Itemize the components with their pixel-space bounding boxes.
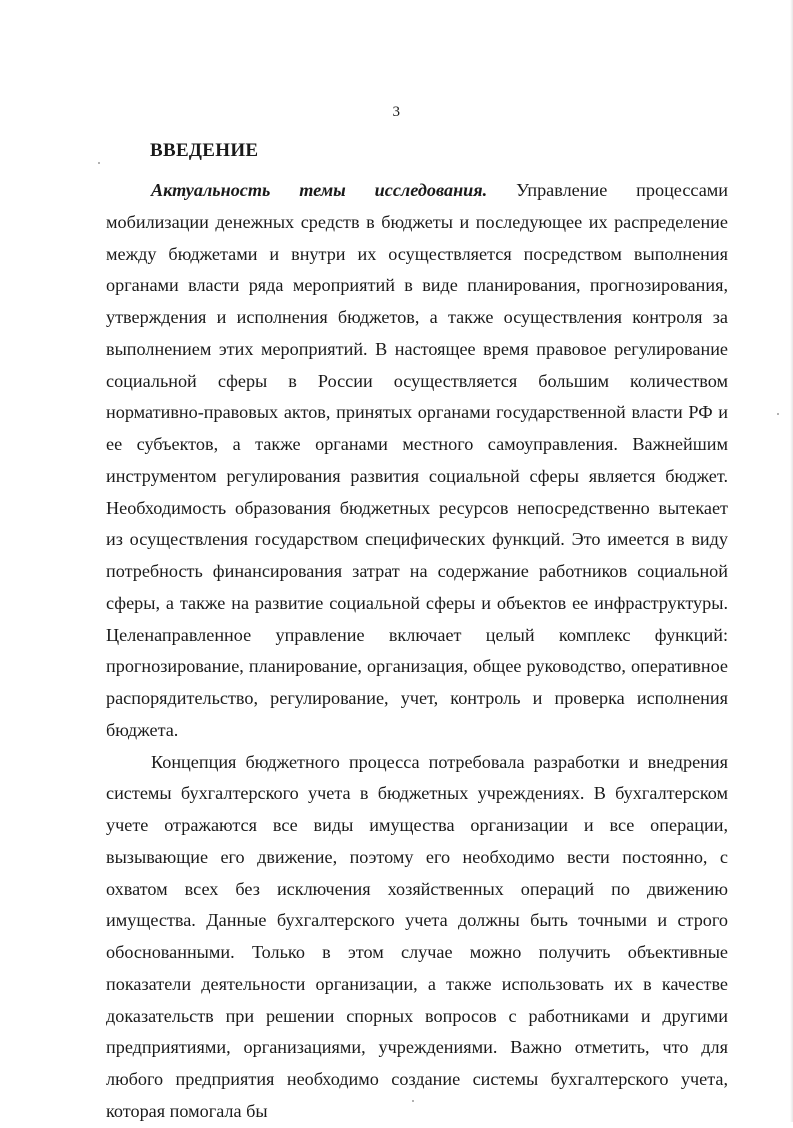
scan-speck	[98, 162, 100, 164]
body-text	[106, 175, 728, 1128]
page-number: 3	[392, 104, 401, 120]
paragraph-1	[106, 175, 728, 747]
scan-speck	[412, 1100, 414, 1102]
paragraph-2: Концепция бюджетного процесса потребовала разработки и внедрения системы бухгалтерского учета в бюджетных учреждениях. В бухгалтерском учете отражаются все виды имущества организации и все операции, вызывающие его движение, поэтому его необходимо вести постоянно, с охватом всех без исключения хозяйственных операций по движению имущества. Данные бухгалтерского учета должны быть точными и строго обоснованными. Только в этом случае можно получить объективные показатели деятельности организации, а также использовать их в качестве доказательств при решении спорных вопросов с работниками и другими предприятиями, организациями, учреждениями. Важно отметить, что для любого предприятия необходимо создание системы бухгалтерского учета, которая помогала бы	[106, 751, 728, 1121]
scan-speck	[777, 413, 779, 415]
paragraph-1-lead: Актуальность темы исследования.	[151, 180, 488, 200]
paragraph-1-text: Управление процессами мобилизации денежных средств в бюджеты и последующее их распределение между бюджетами и внутри их осуществляется посредством выполнения органами власти ряда мероприятий в виде планирования, прогнозирования, утверждения и исполнения бюджетов, а также осуществления контроля за выполнением этих мероприятий. В настоящее время правовое регулирование социальной сферы в России осуществляется большим количеством нормативно-правовых актов, принятых органами государственной власти РФ и ее субъектов, а также органами местного самоуправления. Важнейшим инструментом регулирования развития социальной сферы является бюджет. Необходимость образования бюджетных ресурсов непосредственно вытекает из осуществления государством специфических функций. Это имеется в виду потребность финансирования затрат на содержание работников социальной сферы, а также на развитие социальной сферы и объектов ее инфраструктуры. Целенаправленное управление включает целый комплекс функций: прогнозирование, планирование, организация, общее руководство, оперативное распорядительство, регулирование, учет, контроль и проверка исполнения бюджета.	[106, 180, 729, 740]
section-title: ВВЕДЕНИЕ	[150, 140, 259, 161]
